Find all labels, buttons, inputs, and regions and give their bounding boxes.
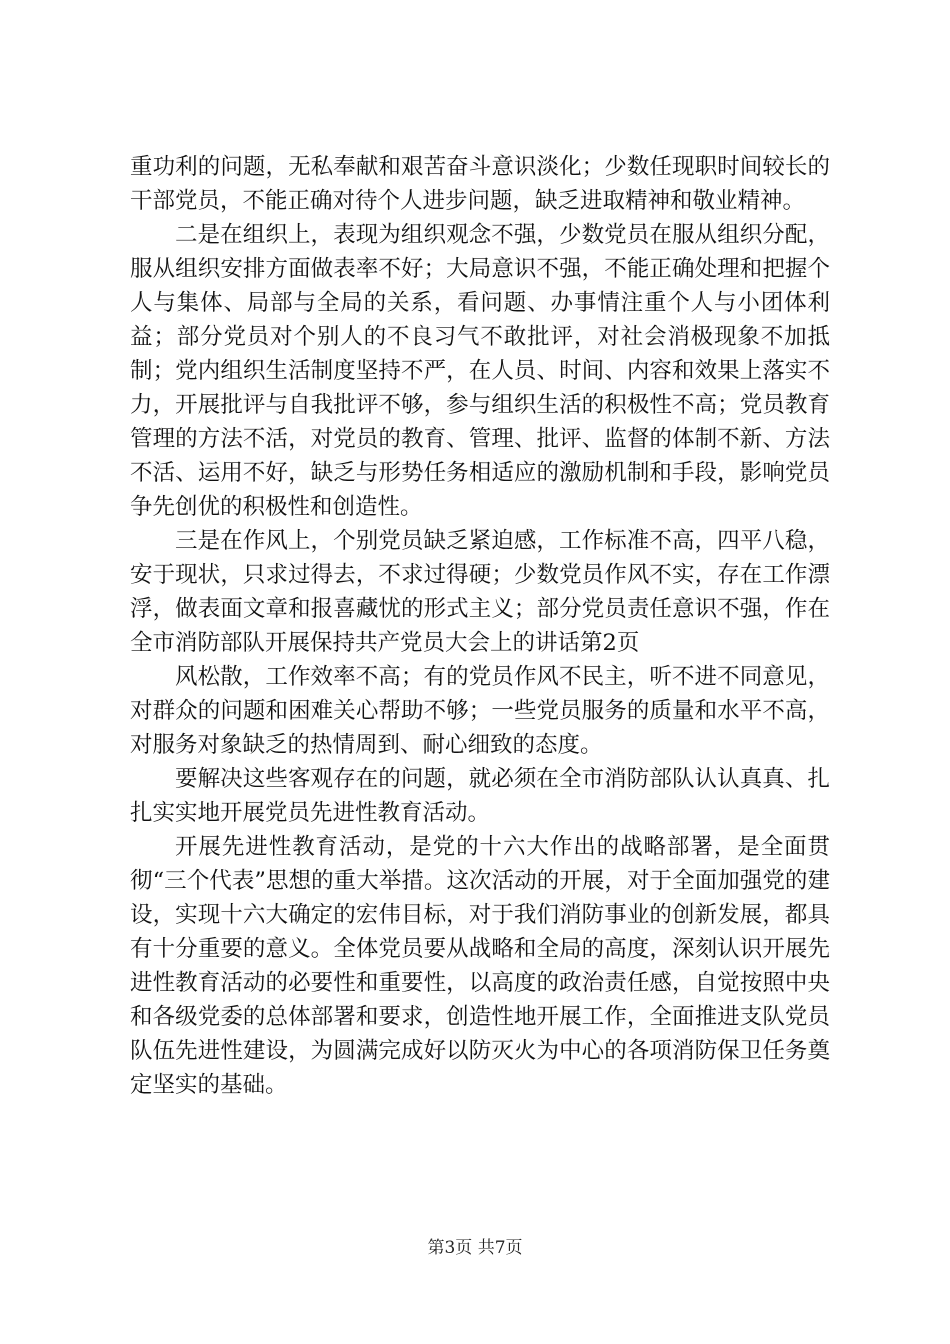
page-number-footer: 第3页 共7页 <box>427 1238 523 1258</box>
document-body <box>130 150 830 1102</box>
paragraph-continuation: 重功利的问题，无私奉献和艰苦奋斗意识淡化；少数任现职时间较长的干部党员，不能正确对待个人进步问题，缺乏进取精神和敬业精神。 <box>130 154 830 214</box>
paragraph-work-style: 三是在作风上，个别党员缺乏紧迫感，工作标准不高，四平八稳，安于现状，只求过得去，不求过得硬；少数党员作风不实，存在工作漂浮，做表面文章和报喜藏忧的形式主义；部分党员责任意识不强，作在全市消防部队开展保持共产党员大会上的讲话第2页 <box>130 528 830 656</box>
paragraph-solution: 要解决这些客观存在的问题，就必须在全市消防部队认认真真、扎扎实实地开展党员先进性教育活动。 <box>130 766 830 826</box>
paragraph-significance: 开展先进性教育活动，是党的十六大作出的战略部署，是全面贯彻“三个代表”思想的重大举措。这次活动的开展，对于全面加强党的建设，实现十六大确定的宏伟目标，对于我们消防事业的创新发展，都具有十分重要的意义。全体党员要从战略和全局的高度，深刻认识开展先进性教育活动的必要性和重要性，以高度的政治责任感，自觉按照中央和各级党委的总体部署和要求，创造性地开展工作，全面推进支队党员队伍先进性建设，为圆满完成好以防灭火为中心的各项消防保卫任务奠定坚实的基础。 <box>130 834 830 1098</box>
paragraph-work-style-continued: 风松散，工作效率不高；有的党员作风不民主，听不进不同意见，对群众的问题和困难关心帮助不够；一些党员服务的质量和水平不高，对服务对象缺乏的热情周到、耐心细致的态度。 <box>130 664 830 758</box>
paragraph-organization: 二是在组织上，表现为组织观念不强，少数党员在服从组织分配，服从组织安排方面做表率不好；大局意识不强，不能正确处理和把握个人与集体、局部与全局的关系，看问题、办事情注重个人与小团体利益；部分党员对个别人的不良习气不敢批评，对社会消极现象不加抵制；党内组织生活制度坚持不严，在人员、时间、内容和效果上落实不力，开展批评与自我批评不够，参与组织生活的积极性不高；党员教育管理的方法不活，对党员的教育、管理、批评、监督的体制不新、方法不活、运用不好，缺乏与形势任务相适应的激励机制和手段，影响党员争先创优的积极性和创造性。 <box>130 222 830 520</box>
